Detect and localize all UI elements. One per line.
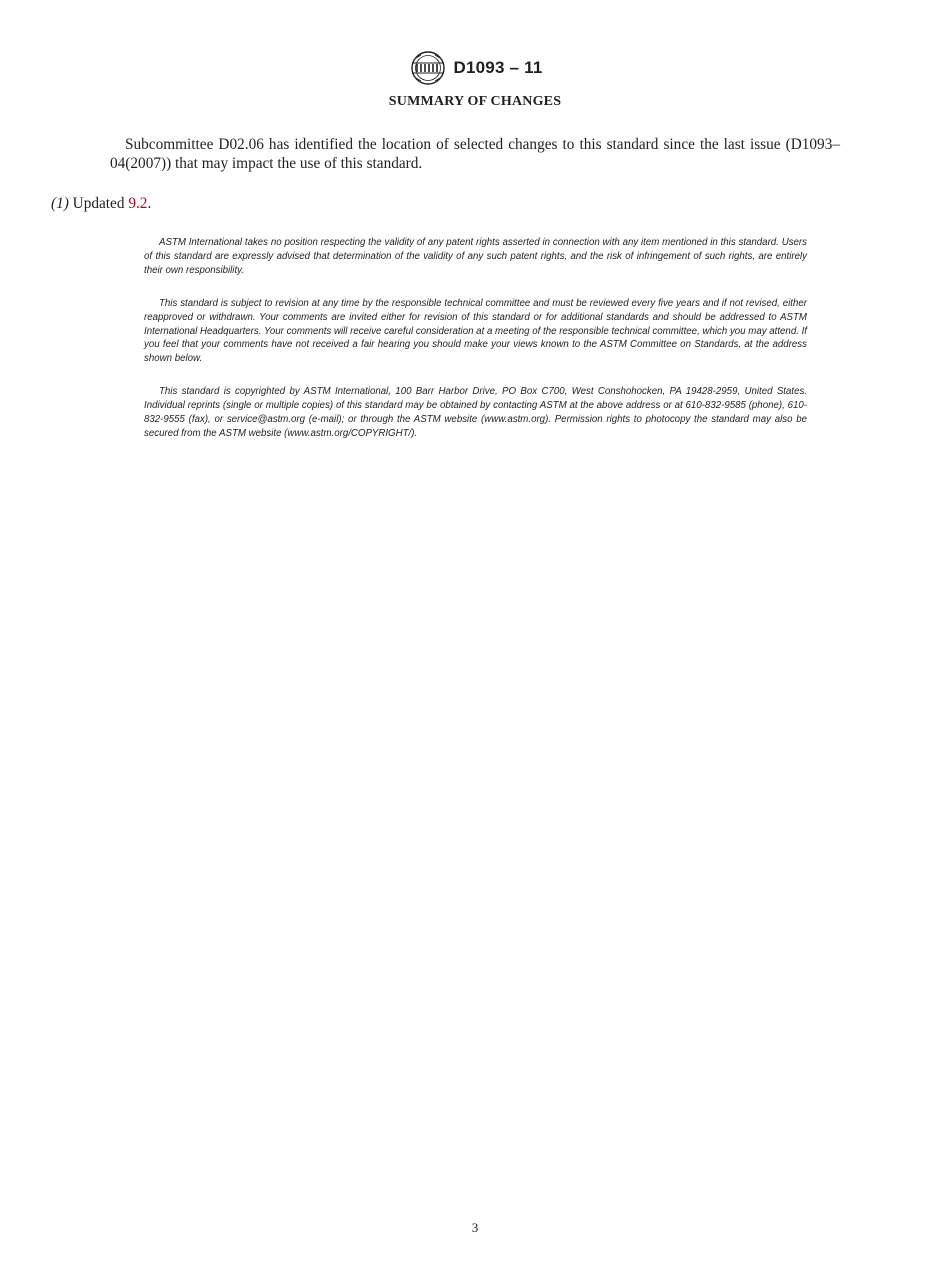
document-header [0,50,950,86]
change-list-item [51,194,151,213]
copyright-notice: This standard is copyrighted by ASTM International, 100 Barr Harbor Drive, PO Box C700, West Conshohocken, PA 19428-2959, United States. Individual reprints (single or multiple copies) of this standard may be obtained by contacting ASTM at the above address or at 610-832-9585 (phone), 610-832-9555 (fax), or service@astm.org (e-mail); or through the ASTM website (www.astm.org). Permission rights to photocopy the standard may also be secured from the ASTM website (www.astm.org/COPYRIGHT/). [144,386,807,439]
change-item-punctuation: . [147,195,152,212]
legal-notices [144,236,807,460]
page-number: 3 [471,1220,479,1235]
astm-logo-icon [408,50,448,86]
summary-of-changes-title: SUMMARY OF CHANGES [388,94,562,109]
change-item-number: (1) [51,195,69,212]
patent-notice: ASTM International takes no position respecting the validity of any patent rights asserted in connection with any item mentioned in this standard. Users of this standard are expressly advised that determination of the validity of any such patent rights, and the risk of infringement of such rights, are entirely their own responsibility. [144,237,807,276]
section-reference-link[interactable]: 9.2 [128,195,148,212]
standard-designation: D1093 – 11 [453,58,543,77]
revision-notice: This standard is subject to revision at any time by the responsible technical committee and must be reviewed every five years and if not revised, either reapproved or withdrawn. Your comments are invited either for revision of this standard or for additional standards and should be addressed to ASTM International Headquarters. Your comments will receive careful consideration at a meeting of the responsible technical committee, which you may attend. If you feel that your comments have not received a fair hearing you should make your views known to the ASTM Committee on Standards, at the address shown below. [144,297,807,365]
change-item-text: Updated [72,195,129,212]
summary-intro-paragraph: Subcommittee D02.06 has identified the location of selected changes to this standard since the last issue (D1093–04(2007)) that may impact the use of this standard. [110,136,840,172]
